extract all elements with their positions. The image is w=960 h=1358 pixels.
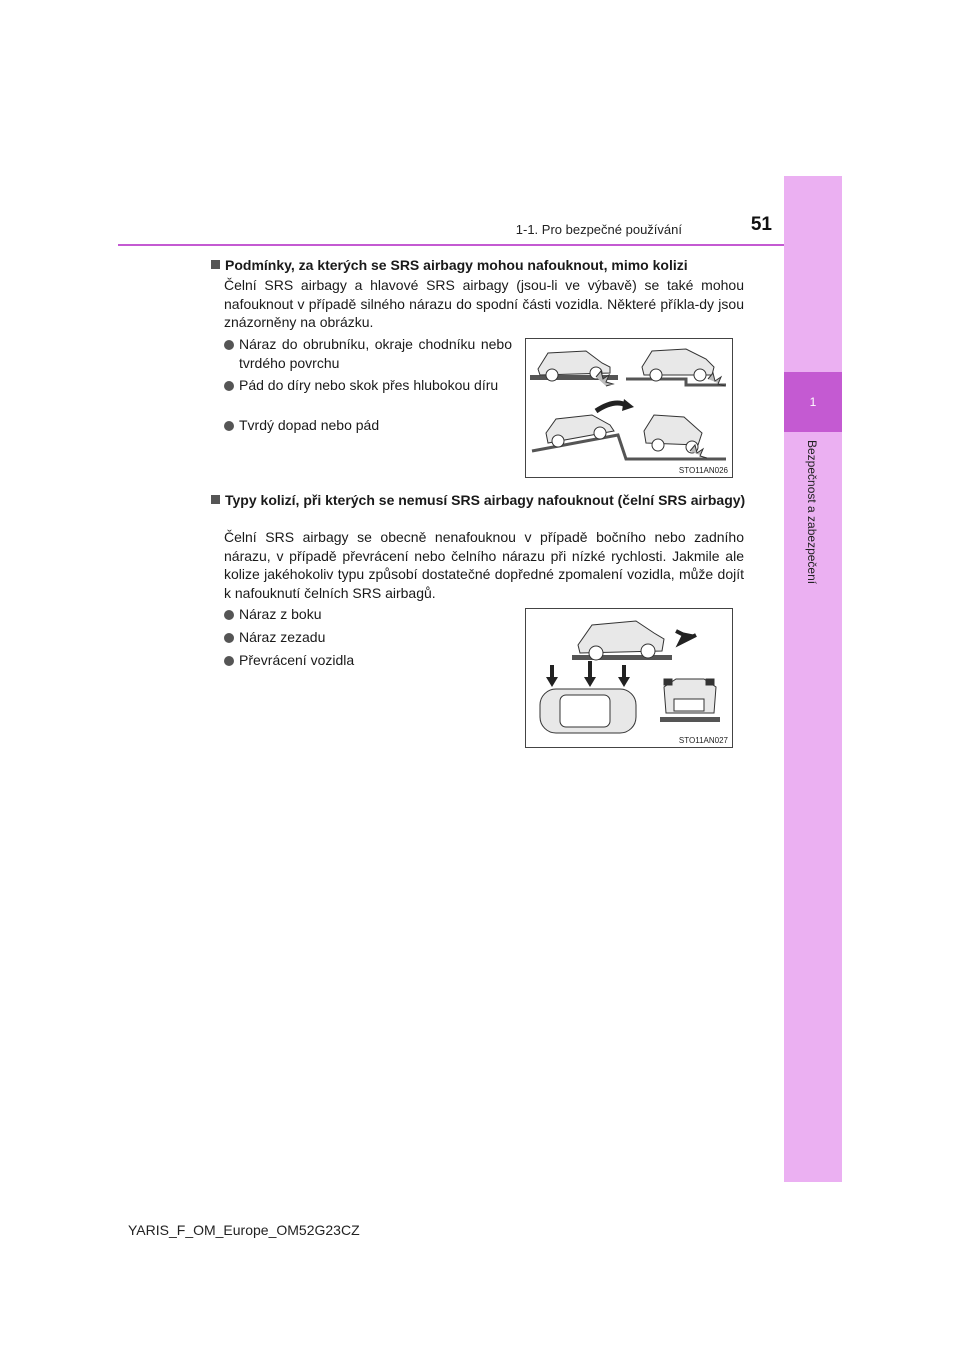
square-bullet-icon <box>211 260 220 269</box>
figure-code: STO11AN026 <box>678 466 728 475</box>
cars-impact-illustration <box>526 339 732 477</box>
figure-no-deploy-collisions <box>525 608 733 748</box>
chapter-number-tab: 1 <box>784 372 842 432</box>
car-rear-impact-icon <box>572 621 696 660</box>
section2-heading: Typy kolizí, při kterých se nemusí SRS airbagy nafouknout (čelní SRS airbagy) <box>211 491 748 509</box>
section1-bullet-3: Tvrdý dopad nebo pád <box>239 416 512 435</box>
square-bullet-icon <box>211 495 220 504</box>
cars-collision-types-illustration <box>526 609 732 747</box>
section2-bullet-1: Náraz z boku <box>239 605 499 624</box>
header-divider <box>118 244 842 246</box>
header-section-title: 1-1. Pro bezpečné používání <box>515 222 682 237</box>
section2-paragraph: Čelní SRS airbagy se obecně nenafouknou v případě bočního nebo zadního nárazu, v případě převrácení nebo čelního nárazu při nízké rychlosti. Jakmile ale kolize jakéhokoliv typu způsobí dostatečné dopředné zpomalení vozidla, může dojít k nafouknutí čelních SRS airbagů. <box>224 529 744 601</box>
car-curb-impact-icon <box>530 351 618 386</box>
bullet-dot-icon <box>224 656 234 666</box>
chapter-title-text: Bezpečnost a zabezpečení <box>805 440 819 585</box>
figure-underbody-impacts <box>525 338 733 478</box>
section1-heading: Podmínky, za kterých se SRS airbagy mohou nafouknout, mimo kolizi <box>211 256 751 274</box>
chapter-title-vertical <box>805 440 819 620</box>
bullet-dot-icon <box>224 610 234 620</box>
section1-paragraph: Čelní SRS airbagy a hlavové SRS airbagy (jsou-li ve výbavě) se také mohou nafouknout v případě silného nárazu do spodní části vozidla. Některé příkla-dy jsou znázorněny na obrázku. <box>224 277 744 330</box>
section2-bullet-2: Náraz zezadu <box>239 628 499 647</box>
bullet-dot-icon <box>224 633 234 643</box>
figure-code: STO11AN027 <box>678 736 728 745</box>
bullet-dot-icon <box>224 421 234 431</box>
bullet-dot-icon <box>224 340 234 350</box>
section1-bullet-1: Náraz do obrubníku, okraje chodníku nebo tvrdého povrchu <box>239 335 512 372</box>
car-hard-surface-icon <box>626 349 726 386</box>
document-code-footer: YARIS_F_OM_Europe_OM52G23CZ <box>128 1222 360 1238</box>
bullet-dot-icon <box>224 381 234 391</box>
car-rollover-icon <box>660 679 720 722</box>
car-jump-icon <box>532 399 726 459</box>
chapter-side-tab <box>784 176 842 1182</box>
section1-bullet-2: Pád do díry nebo skok přes hlubokou díru <box>239 376 512 395</box>
section2-bullet-3: Převrácení vozidla <box>239 651 499 670</box>
page-number: 51 <box>750 214 772 235</box>
car-side-impact-icon <box>540 661 636 733</box>
